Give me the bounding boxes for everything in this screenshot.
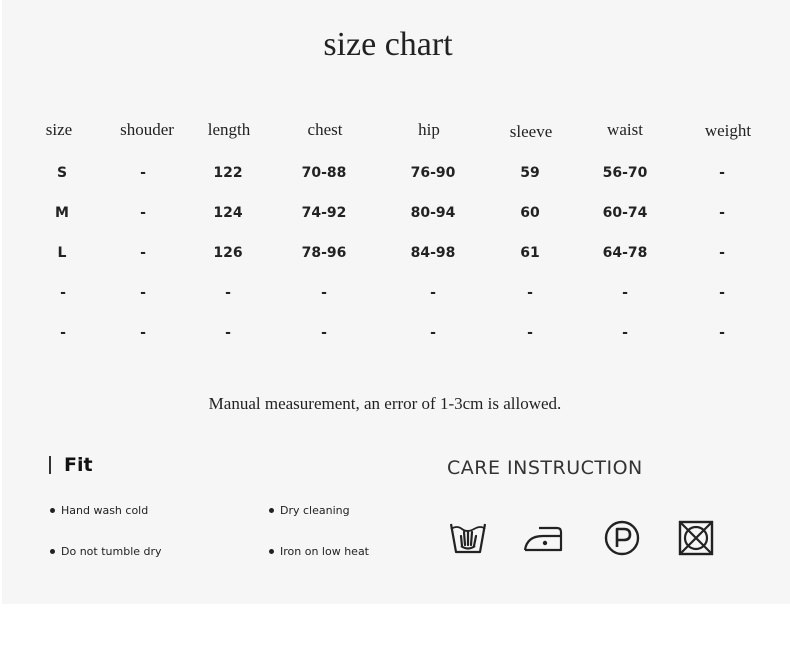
header-shoulder: shouder: [120, 120, 174, 139]
table-cell: 59: [520, 165, 540, 181]
table-cell: -: [60, 325, 66, 341]
table-cell: -: [430, 285, 436, 301]
header-weight: weight: [704, 121, 752, 140]
table-cell: 76-90: [410, 165, 456, 181]
table-cell: 61: [520, 245, 540, 261]
hand-wash-icon: [448, 518, 488, 558]
fit-item: [269, 545, 369, 558]
table-cell: 64-78: [602, 245, 648, 261]
table-cell: 74-92: [301, 205, 347, 221]
iron-low-heat-icon: [523, 518, 563, 558]
bullet-icon: [269, 508, 274, 513]
table-cell: -: [622, 325, 628, 341]
header-sleeve: sleeve: [509, 122, 553, 141]
fit-divider: [49, 456, 51, 474]
table-cell: -: [719, 205, 725, 221]
table-cell: -: [225, 285, 231, 301]
header-chest: chest: [307, 120, 343, 139]
fit-item: [50, 504, 148, 517]
table-cell: -: [527, 325, 533, 341]
table-cell: 60: [520, 205, 540, 221]
table-cell: 80-94: [410, 205, 456, 221]
header-size: size: [45, 120, 73, 139]
fit-item: [269, 504, 350, 517]
table-cell: -: [225, 325, 231, 341]
table-cell: -: [719, 245, 725, 261]
table-cell: 124: [213, 205, 243, 221]
table-cell: M: [55, 205, 69, 221]
table-cell: 60-74: [602, 205, 648, 221]
header-length: length: [207, 120, 251, 139]
table-cell: -: [321, 325, 327, 341]
table-cell: L: [57, 245, 67, 261]
table-cell: 70-88: [301, 165, 347, 181]
table-cell: -: [140, 325, 146, 341]
table-cell: 126: [213, 245, 243, 261]
fit-item-label: Do not tumble dry: [61, 545, 162, 558]
fit-item-label: Hand wash cold: [61, 504, 149, 517]
table-cell: 56-70: [602, 165, 648, 181]
table-cell: -: [140, 245, 146, 261]
bullet-icon: [269, 549, 274, 554]
fit-title: Fit: [64, 454, 93, 476]
header-waist: waist: [607, 120, 643, 139]
table-cell: -: [60, 285, 66, 301]
care-instruction-title: CARE INSTRUCTION: [447, 457, 643, 479]
dry-clean-p-icon: [602, 518, 642, 558]
table-cell: -: [140, 285, 146, 301]
header-hip: hip: [418, 120, 440, 139]
page-title: size chart: [323, 26, 453, 63]
bullet-icon: [50, 508, 55, 513]
table-cell: 84-98: [410, 245, 456, 261]
table-cell: -: [719, 165, 725, 181]
table-cell: S: [56, 165, 68, 181]
fit-item-label: Iron on low heat: [280, 545, 369, 558]
table-cell: -: [527, 285, 533, 301]
fit-item-label: Dry cleaning: [280, 504, 350, 517]
table-cell: -: [140, 205, 146, 221]
table-cell: -: [719, 285, 725, 301]
table-cell: 122: [213, 165, 243, 181]
measurement-note: Manual measurement, an error of 1-3cm is allowed.: [208, 394, 562, 413]
table-cell: 78-96: [301, 245, 347, 261]
fit-item: [50, 545, 162, 558]
do-not-tumble-dry-icon: [676, 518, 716, 558]
table-cell: -: [321, 285, 327, 301]
table-cell: -: [140, 165, 146, 181]
table-cell: -: [719, 325, 725, 341]
bullet-icon: [50, 549, 55, 554]
table-cell: -: [430, 325, 436, 341]
table-cell: -: [622, 285, 628, 301]
